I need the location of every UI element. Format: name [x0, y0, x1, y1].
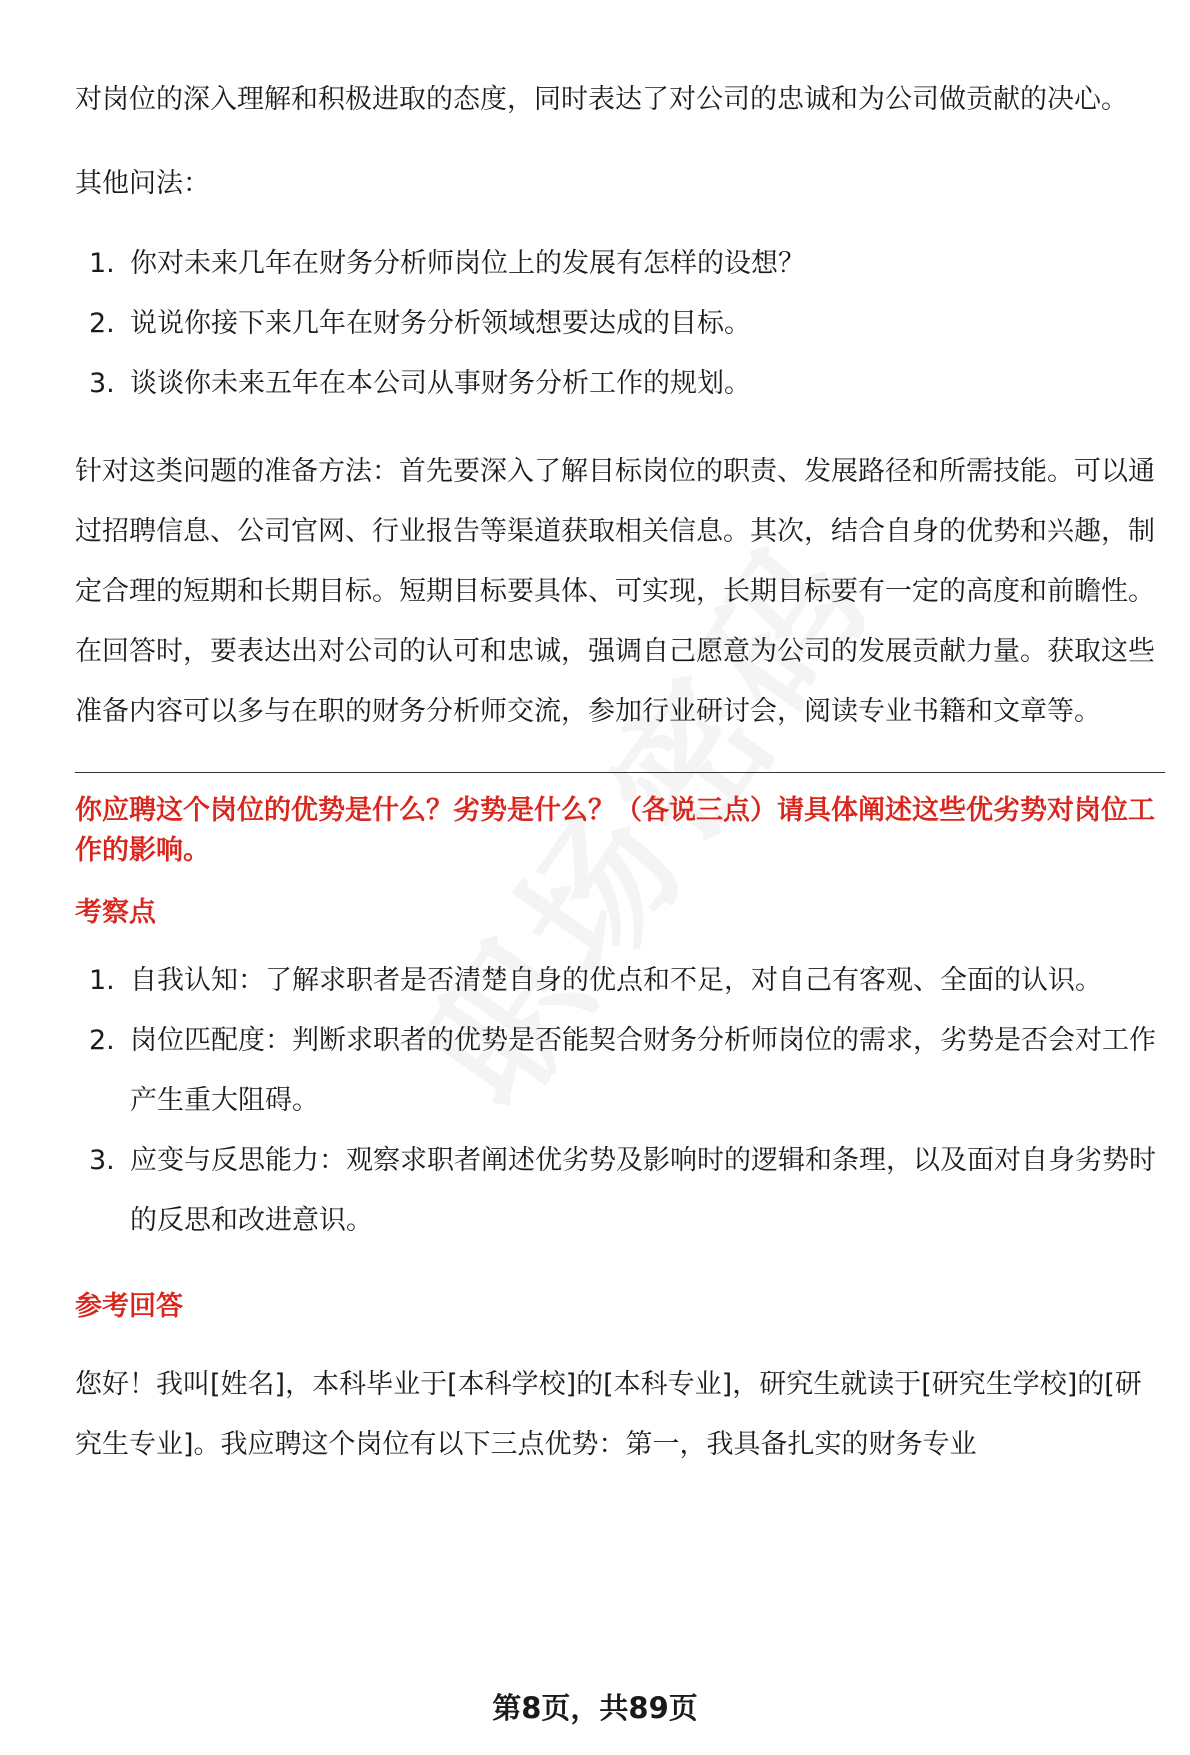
list-item: 1. 你对未来几年在财务分析师岗位上的发展有怎样的设想？ — [89, 248, 805, 279]
list-item: 3. 谈谈你未来五年在本公司从事财务分析工作的规划。 — [89, 368, 751, 399]
list-item: 3. 应变与反思能力：观察求职者阐述优劣势及影响时的逻辑和条理，以及面对自身劣势时的反思和改进意识。 — [89, 1145, 1156, 1236]
other-ways-list — [75, 234, 1165, 414]
inspection-points-list — [75, 951, 1165, 1251]
inspection-heading: 考察点 — [75, 897, 156, 928]
list-item: 1. 自我认知：了解求职者是否清楚自身的优点和不足，对自己有客观、全面的认识。 — [89, 965, 1102, 996]
list-item: 2. 说说你接下来几年在财务分析领域想要达成的目标。 — [89, 308, 751, 339]
section-divider — [75, 772, 1165, 773]
question-title: 你应聘这个岗位的优势是什么？劣势是什么？（各说三点）请具体阐述这些优劣势对岗位工作的影响。 — [75, 795, 1155, 866]
list-item: 2. 岗位匹配度：判断求职者的优势是否能契合财务分析师岗位的需求，劣势是否会对工作产生重大阻碍。 — [89, 1025, 1156, 1116]
document-body — [75, 70, 1165, 1475]
other-ways-label: 其他问法： — [75, 168, 210, 199]
answer-paragraph: 您好！我叫[姓名]，本科毕业于[本科学校]的[本科专业]，研究生就读于[研究生学校]的[研究生专业]。我应聘这个岗位有以下三点优势：第一，我具备扎实的财务专业 — [75, 1369, 1142, 1460]
preparation-paragraph: 针对这类问题的准备方法：首先要深入了解目标岗位的职责、发展路径和所需技能。可以通过招聘信息、公司官网、行业报告等渠道获取相关信息。其次，结合自身的优势和兴趣，制定合理的短期和长期目标。短期目标要具体、可实现，长期目标要有一定的高度和前瞻性。在回答时，要表达出对公司的认可和忠诚，强调自己愿意为公司的发展贡献力量。获取这些准备内容可以多与在职的财务分析师交流，参加行业研讨会，阅读专业书籍和文章等。 — [75, 456, 1155, 727]
page-footer: 第8页，共89页 — [492, 1691, 698, 1725]
intro-paragraph: 对岗位的深入理解和积极进取的态度，同时表达了对公司的忠诚和为公司做贡献的决心。 — [75, 84, 1128, 115]
reference-heading: 参考回答 — [75, 1291, 183, 1322]
